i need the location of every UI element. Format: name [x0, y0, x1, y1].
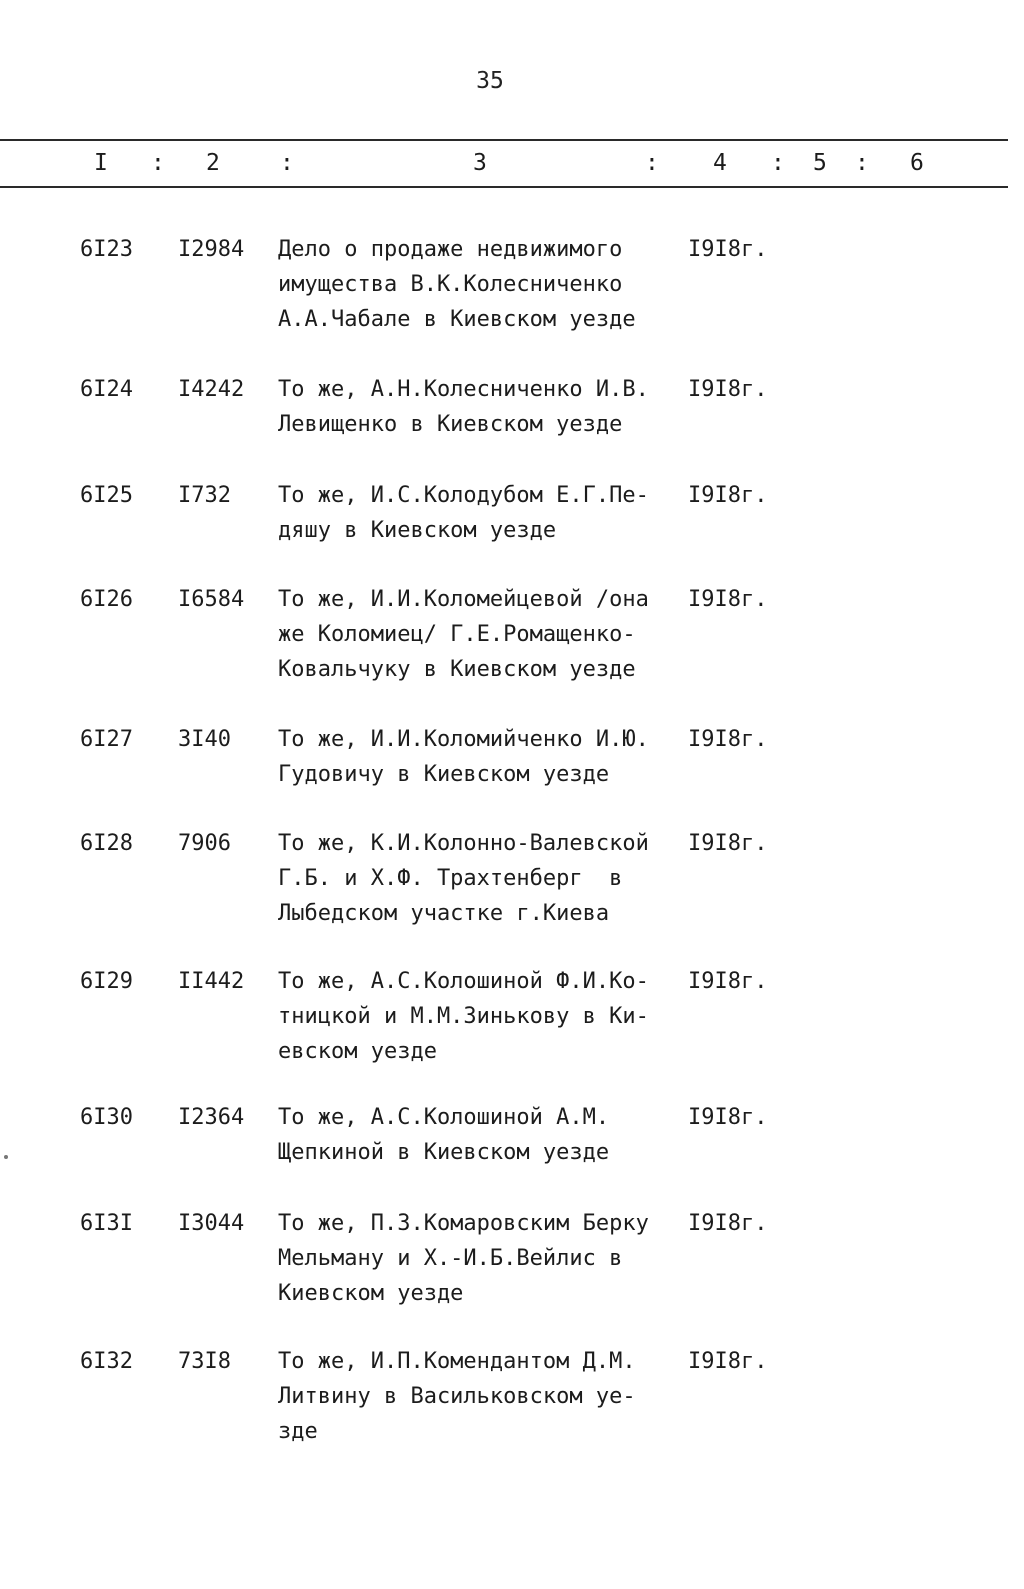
entry-number: 6I24 — [80, 377, 133, 402]
entry-title-line: имущества В.К.Колесниченко — [278, 272, 623, 297]
column-separator: : — [645, 150, 659, 176]
entry-title — [278, 1344, 688, 1449]
entry-title-line: То же, И.П.Комендантом Д.М. — [278, 1349, 636, 1374]
column-header-3: 3 — [473, 150, 487, 176]
entry-title — [278, 1206, 688, 1311]
entry-title-line: Литвину в Васильковском уе- — [278, 1384, 636, 1409]
entry-title — [278, 1100, 688, 1170]
entry-number: 6I26 — [80, 587, 133, 612]
entry-title-line: Лыбедском участке г.Киева — [278, 901, 610, 926]
entry-year: I9I8г. — [688, 969, 768, 994]
entry-title-line: Дело о продаже недвижимого — [278, 237, 623, 262]
header-rule-top — [0, 139, 1008, 141]
entry-file-number: 73I8 — [178, 1349, 231, 1374]
entry-number: 6I27 — [80, 727, 133, 752]
entry-title-line: Ковальчуку в Киевском уезде — [278, 657, 636, 682]
entry-number: 6I3I — [80, 1211, 133, 1236]
entry-file-number: I4242 — [178, 377, 245, 402]
page-number: 35 — [476, 68, 504, 94]
column-header-4: 4 — [713, 150, 727, 176]
entry-title — [278, 478, 688, 548]
entry-file-number: I2364 — [178, 1105, 245, 1130]
entry-title-line: Левищенко в Киевском уезде — [278, 412, 623, 437]
entry-title-line: То же, А.С.Колошиной Ф.И.Ко- — [278, 969, 649, 994]
entry-file-number: 7906 — [178, 831, 231, 856]
column-header-6: 6 — [910, 150, 924, 176]
entry-title-line: То же, И.С.Колодубом Е.Г.Пе- — [278, 483, 649, 508]
entry-title-line: Г.Б. и Х.Ф. Трахтенберг в — [278, 866, 623, 891]
column-header-row — [0, 150, 1008, 180]
entry-title-line: Щепкиной в Киевском уезде — [278, 1140, 610, 1165]
entry-year: I9I8г. — [688, 1349, 768, 1374]
entry-file-number: 3I40 — [178, 727, 231, 752]
entry-title-line: А.А.Чабале в Киевском уезде — [278, 307, 636, 332]
column-header-1: I — [94, 150, 108, 176]
entry-title-line: дяшу в Киевском уезде — [278, 518, 557, 543]
entry-year: I9I8г. — [688, 1211, 768, 1236]
column-header-5: 5 — [813, 150, 827, 176]
entry-number: 6I28 — [80, 831, 133, 856]
entry-year: I9I8г. — [688, 1105, 768, 1130]
entry-file-number: II442 — [178, 969, 245, 994]
column-separator: : — [771, 150, 785, 176]
entry-number: 6I23 — [80, 237, 133, 262]
entry-file-number: I2984 — [178, 237, 245, 262]
entry-title-line: То же, И.И.Коломийченко И.Ю. — [278, 727, 649, 752]
column-separator: : — [280, 150, 294, 176]
entry-title-line: же Коломиец/ Г.Е.Ромащенко- — [278, 622, 636, 647]
entry-year: I9I8г. — [688, 237, 768, 262]
entry-title-line: Мельману и Х.-И.Б.Вейлис в — [278, 1246, 623, 1271]
entry-title — [278, 372, 688, 442]
entry-title-line: То же, К.И.Колонно-Валевской — [278, 831, 649, 856]
entry-title — [278, 582, 688, 687]
entry-year: I9I8г. — [688, 587, 768, 612]
entry-title-line: То же, А.Н.Колесниченко И.В. — [278, 377, 649, 402]
entry-year: I9I8г. — [688, 727, 768, 752]
entry-year: I9I8г. — [688, 377, 768, 402]
entry-number: 6I29 — [80, 969, 133, 994]
entry-title-line: Гудовичу в Киевском уезде — [278, 762, 610, 787]
column-separator: : — [855, 150, 869, 176]
entry-number: 6I32 — [80, 1349, 133, 1374]
entry-file-number: I6584 — [178, 587, 245, 612]
column-separator: : — [151, 150, 165, 176]
entry-number: 6I25 — [80, 483, 133, 508]
entry-title — [278, 232, 688, 337]
header-rule-bottom — [0, 186, 1008, 188]
entry-title-line: тницкой и М.М.Зинькову в Ки- — [278, 1004, 649, 1029]
entry-year: I9I8г. — [688, 483, 768, 508]
entry-title — [278, 722, 688, 792]
entry-title-line: евском уезде — [278, 1039, 437, 1064]
entry-title — [278, 964, 688, 1069]
entry-title-line: То же, П.З.Комаровским Берку — [278, 1211, 649, 1236]
entry-number: 6I30 — [80, 1105, 133, 1130]
entry-file-number: I732 — [178, 483, 231, 508]
entry-title-line: То же, И.И.Коломейцевой /она — [278, 587, 649, 612]
scan-speck — [4, 1155, 8, 1159]
entry-year: I9I8г. — [688, 831, 768, 856]
entry-title-line: Киевском уезде — [278, 1281, 464, 1306]
entry-file-number: I3044 — [178, 1211, 245, 1236]
entry-title — [278, 826, 688, 931]
entry-title-line: То же, А.С.Колошиной А.М. — [278, 1105, 610, 1130]
column-header-2: 2 — [206, 150, 220, 176]
entry-title-line: зде — [278, 1419, 318, 1444]
